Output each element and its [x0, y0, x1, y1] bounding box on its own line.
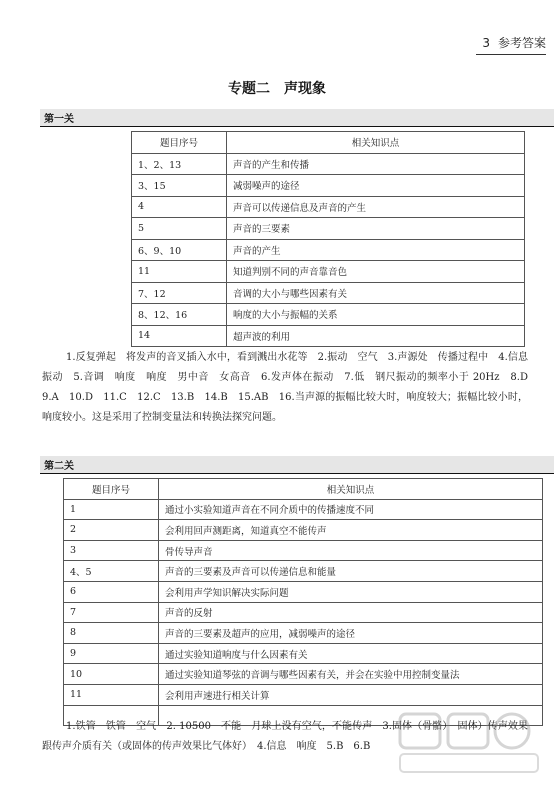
watermark-logo: [394, 708, 544, 778]
table-row: [64, 664, 543, 685]
page-number: 3: [482, 35, 490, 50]
cell-number: 5: [132, 218, 227, 240]
cell-knowledge: 声音的三要素及超声的应用，减弱噪声的途径: [159, 623, 543, 644]
section-2-label: [40, 456, 554, 474]
section-1-label: [40, 109, 554, 127]
section-1-label-text: 第一关: [44, 114, 74, 125]
table-row: [64, 561, 543, 582]
cell-knowledge: 声音可以传递信息及声音的产生: [227, 196, 525, 218]
section-2-label-text: 第二关: [44, 461, 74, 472]
cell-number: 4: [132, 196, 227, 218]
column-header-number: 题目序号: [132, 132, 227, 154]
cell-number: 10: [64, 664, 159, 685]
cell-knowledge: 通过实验知道琴弦的音调与哪些因素有关，并会在实验中用控制变量法: [159, 664, 543, 685]
table-row: [64, 684, 543, 705]
cell-number: 6、9、10: [132, 239, 227, 261]
section-1-table: [131, 131, 525, 347]
table-row: [132, 304, 525, 326]
table-row: [132, 196, 525, 218]
cell-number: 1: [64, 499, 159, 520]
table-row: [132, 153, 525, 175]
table-row: [132, 261, 525, 283]
cell-knowledge: 会利用回声测距离，知道真空不能传声: [159, 520, 543, 541]
cell-knowledge: 会利用声速进行相关计算: [159, 684, 543, 705]
cell-knowledge: 音调的大小与哪些因素有关: [227, 282, 525, 304]
cell-knowledge: 会利用声学知识解决实际问题: [159, 581, 543, 602]
cell-knowledge: 骨传导声音: [159, 540, 543, 561]
table-header-row: [64, 479, 543, 500]
cell-knowledge: 知道判别不同的声音靠音色: [227, 261, 525, 283]
cell-number: 8: [64, 623, 159, 644]
cell-number: 6: [64, 581, 159, 602]
cell-knowledge: 声音的产生: [227, 239, 525, 261]
cell-number: 11: [132, 261, 227, 283]
cell-knowledge: 响度的大小与振幅的关系: [227, 304, 525, 326]
table-row: [64, 520, 543, 541]
header-underline: [476, 54, 546, 55]
table-row: [64, 581, 543, 602]
section-2-table: [63, 478, 543, 726]
cell-number: 7: [64, 602, 159, 623]
page-header-tag: [482, 34, 546, 51]
cell-number: 8、12、16: [132, 304, 227, 326]
table-row: [132, 239, 525, 261]
cell-number: 1、2、13: [132, 153, 227, 175]
cell-number: 2: [64, 520, 159, 541]
table-row: [64, 499, 543, 520]
cell-number: 9: [64, 643, 159, 664]
cell-number: 14: [132, 325, 227, 347]
cell-number: 3、15: [132, 175, 227, 197]
cell-number: 3: [64, 540, 159, 561]
section-2-answers: 1.铁管 铁管 空气 2. 10500 不能 月球上没有空气，不能传声 3.固体（骨骼） 固体）传声效果跟传声介质有关（或固体的传声效果比气体好） 4.信息 响度 5.B 6.B: [42, 721, 528, 752]
cell-number: 4、5: [64, 561, 159, 582]
table-row: [64, 623, 543, 644]
table-row: [64, 540, 543, 561]
cell-knowledge: 超声波的利用: [227, 325, 525, 347]
cell-number: 7、12: [132, 282, 227, 304]
table-row: [132, 175, 525, 197]
cell-knowledge: 减弱噪声的途径: [227, 175, 525, 197]
table-row: [132, 325, 525, 347]
header-label: 参考答案: [497, 36, 546, 50]
cell-knowledge: 声音的反射: [159, 602, 543, 623]
table-row: [132, 282, 525, 304]
table-row: [64, 643, 543, 664]
column-header-knowledge: 相关知识点: [227, 132, 525, 154]
table-row: [64, 602, 543, 623]
cell-knowledge: 声音的产生和传播: [227, 153, 525, 175]
table-row: [132, 218, 525, 240]
column-header-knowledge: 相关知识点: [159, 479, 543, 500]
column-header-number: 题目序号: [64, 479, 159, 500]
cell-knowledge: 通过实验知道响度与什么因素有关: [159, 643, 543, 664]
cell-knowledge: 通过小实验知道声音在不同介质中的传播速度不同: [159, 499, 543, 520]
cell-knowledge: 声音的三要素及声音可以传递信息和能量: [159, 561, 543, 582]
cell-knowledge: 声音的三要素: [227, 218, 525, 240]
section-1-answers: 1.反复弹起 将发声的音叉插入水中，看到溅出水花等 2.振动 空气 3.声源处 传播过程中 4.信息 振动 5.音调 响度 响度 男中音 女高音 6.发声体在振动 7.低 钢尺振动的频率小于 20Hz 8.D 9.A 10.D 11.C 12.C 13.B 14.B 15.AB 16.当声源的振幅比较大时，响度较大；振幅比较小时，响度较小。这是采用了控制变量法和转换法探究问题。: [42, 352, 538, 423]
table-header-row: [132, 132, 525, 154]
cell-number: 11: [64, 684, 159, 705]
page-title: 专题二 声现象: [228, 81, 326, 97]
